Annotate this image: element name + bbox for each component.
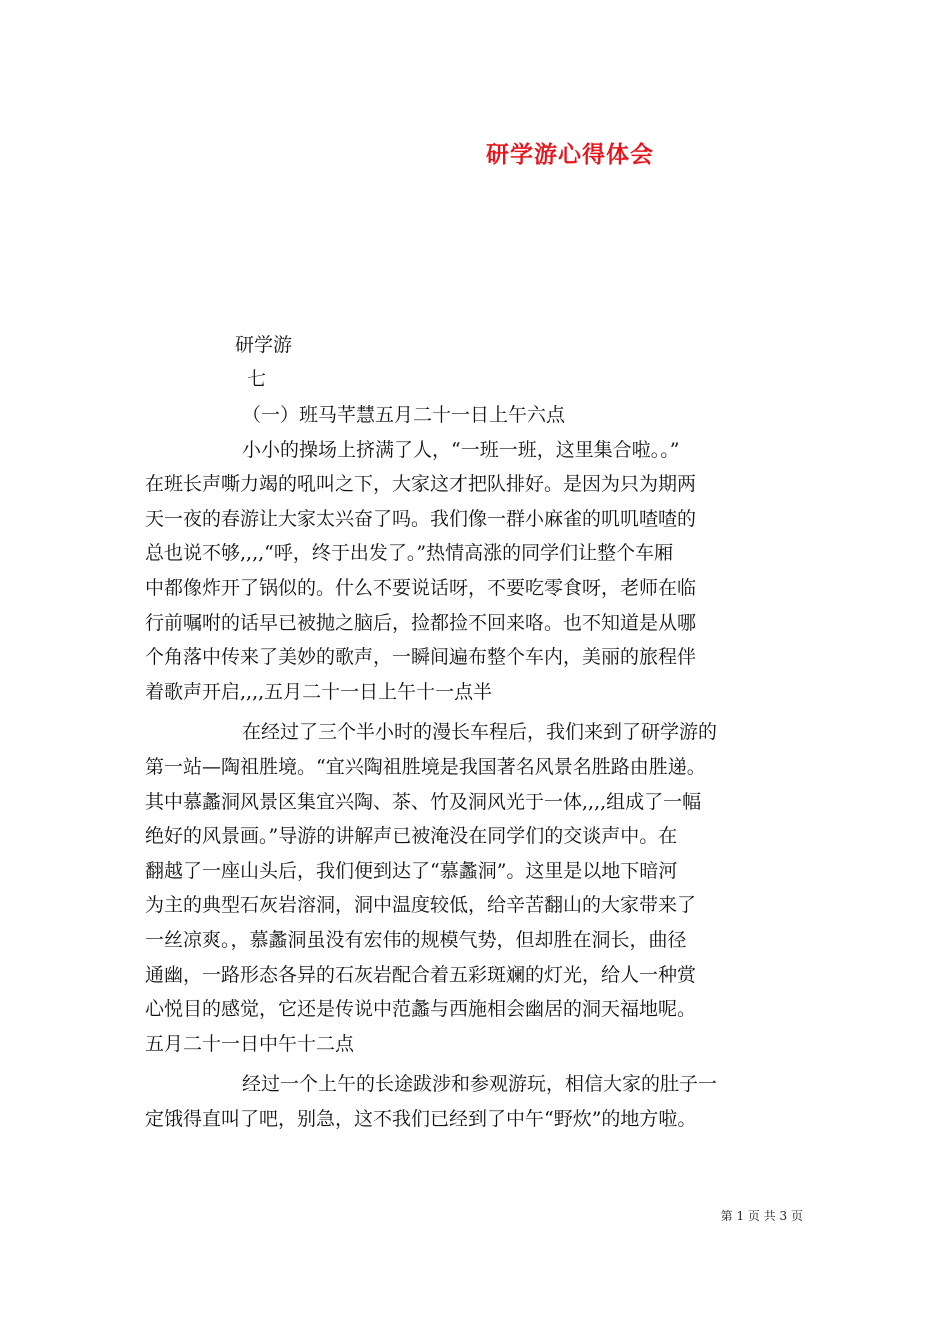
paragraph-line: 经过一个上午的长途跋涉和参观游玩，相信大家的肚子一 bbox=[242, 1073, 718, 1096]
paragraph-line: 在班长声嘶力竭的吼叫之下，大家这才把队排好。是因为只为期两 bbox=[145, 473, 697, 496]
document-body bbox=[145, 398, 815, 1136]
paragraph-2 bbox=[145, 715, 815, 1061]
paragraph-line: 第一站—陶祖胜境。“宜兴陶祖胜境是我国著名风景名胜路由胜递。 bbox=[145, 755, 706, 778]
document-title: 研学游心得体会 bbox=[486, 141, 654, 168]
paragraph-3 bbox=[145, 1067, 815, 1136]
subheading: （一）班马芊慧五月二十一日上午六点 bbox=[242, 404, 566, 426]
heading-line-2: 七 bbox=[247, 368, 267, 390]
paragraph-line: 绝好的风景画。”导游的讲解声已被淹没在同学们的交谈声中。在 bbox=[145, 825, 678, 848]
paragraph-line: 通幽，一路形态各异的石灰岩配合着五彩斑斓的灯光，给人一种赏 bbox=[145, 963, 697, 986]
paragraph-line: 五月二十一日中午十二点 bbox=[145, 1032, 355, 1055]
paragraph-line: 定饿得直叫了吧，别急，这不我们已经到了中午“野炊”的地方啦。 bbox=[145, 1107, 697, 1130]
paragraph-line: 为主的典型石灰岩溶洞，洞中温度较低，给辛苦翻山的大家带来了 bbox=[145, 894, 697, 917]
paragraph-line: 总也说不够,,,,“呼，终于出发了。”热情高涨的同学们让整个车厢 bbox=[145, 542, 674, 565]
heading-line-1: 研学游 bbox=[235, 334, 293, 356]
paragraph-line: 行前嘱咐的话早已被抛之脑后，捡都捡不回来咯。也不知道是从哪 bbox=[145, 611, 697, 634]
paragraph-line: 一丝凉爽。，慕蠡洞虽没有宏伟的规模气势，但却胜在洞长，曲径 bbox=[145, 928, 687, 951]
paragraph-line: 在经过了三个半小时的漫长车程后，我们来到了研学游的 bbox=[242, 721, 718, 744]
paragraph-line: 翻越了一座山头后，我们便到达了“慕蠡洞”。这里是以地下暗河 bbox=[145, 859, 678, 882]
paragraph-line: 心悦目的感觉，它还是传说中范蠡与西施相会幽居的洞天福地呢。 bbox=[145, 998, 697, 1021]
paragraph-line: 其中慕蠡洞风景区集宜兴陶、茶、竹及洞风光于一体,,,,组成了一幅 bbox=[145, 790, 702, 813]
paragraph-line: 个角落中传来了美妙的歌声，一瞬间遍布整个车内，美丽的旅程伴 bbox=[145, 646, 697, 669]
paragraph-line: 中都像炸开了锅似的。什么不要说话呀，不要吃零食呀，老师在临 bbox=[145, 576, 697, 599]
paragraph-line: 着歌声开启,,,,五月二十一日上午十一点半 bbox=[145, 680, 493, 703]
paragraph-1 bbox=[145, 433, 815, 710]
page-number-footer: 第 1 页 共 3 页 bbox=[720, 1209, 803, 1223]
paragraph-line: 小小的操场上挤满了人，“一班一班，这里集合啦。。” bbox=[242, 438, 680, 461]
paragraph-line: 天一夜的春游让大家太兴奋了吗。我们像一群小麻雀的叽叽喳喳的 bbox=[145, 507, 697, 530]
